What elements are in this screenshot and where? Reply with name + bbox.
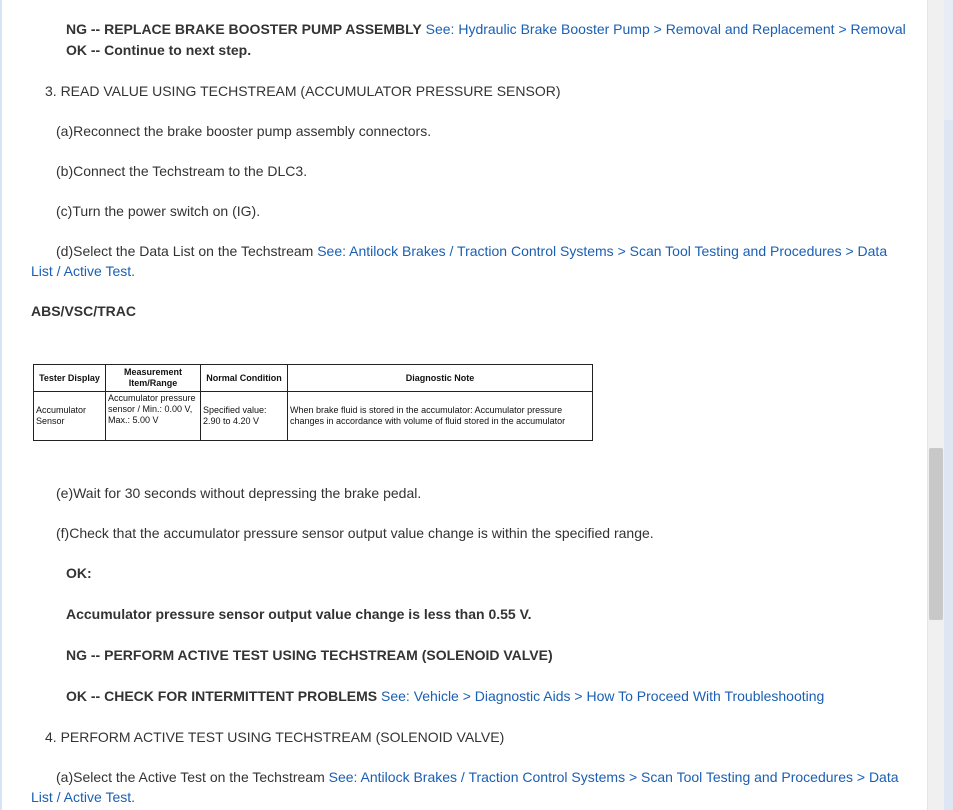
header-measurement-item: Measurement Item/Range	[106, 365, 201, 392]
data-list-table	[33, 364, 593, 441]
ok-label: OK:	[66, 565, 92, 581]
ng-active-test-text: NG -- PERFORM ACTIVE TEST USING TECHSTREAM (SOLENOID VALVE)	[66, 647, 553, 663]
scrollbar-thumb[interactable]	[929, 448, 943, 620]
table-header-row	[34, 365, 593, 392]
step-3d-text: (d)Select the Data List on the Techstream	[56, 243, 314, 259]
step-3f-text: (f)Check that the accumulator pressure sensor output value change is within the specified range.	[56, 525, 654, 541]
data-list-link[interactable]: See: Antilock Brakes / Traction Control Systems > Scan Tool Testing and Procedures > Data	[317, 243, 888, 259]
troubleshooting-link[interactable]: See: Vehicle > Diagnostic Aids > How To Proceed With Troubleshooting	[381, 688, 825, 704]
active-test-link-continued[interactable]: List / Active Test.	[31, 789, 136, 805]
active-test-link[interactable]: See: Antilock Brakes / Traction Control Systems > Scan Tool Testing and Procedures > Data	[328, 769, 899, 785]
ok-intermittent-line	[66, 687, 824, 705]
cell-diagnostic-note: When brake fluid is stored in the accumulator: Accumulator pressure changes in accordance with volume of fluid stored in the accumulator	[288, 392, 593, 441]
header-diagnostic-note: Diagnostic Note	[288, 365, 593, 392]
ok-continue-text: OK -- Continue to next step.	[66, 42, 252, 58]
ok-value-text: Accumulator pressure sensor output value change is less than 0.55 V.	[66, 606, 532, 622]
ng-replace-text: NG -- REPLACE BRAKE BOOSTER PUMP ASSEMBLY	[66, 21, 422, 37]
cell-measurement-item: Accumulator pressure sensor / Min.: 0.00 V, Max.: 5.00 V	[106, 392, 201, 441]
outer-scrollbar-thumb[interactable]	[944, 0, 953, 120]
section-label: ABS/VSC/TRAC	[31, 303, 137, 319]
step-3d-line	[56, 242, 887, 260]
outer-scrollbar[interactable]	[944, 0, 953, 810]
ng-replace-line	[66, 20, 906, 38]
data-list-link-continued[interactable]: List / Active Test.	[31, 263, 136, 279]
left-border	[0, 0, 2, 810]
hydraulic-booster-pump-link[interactable]: See: Hydraulic Brake Booster Pump > Removal and Replacement > Removal	[425, 21, 906, 37]
step-4a-line	[56, 768, 899, 786]
step-3a-text: (a)Reconnect the brake booster pump assembly connectors.	[56, 123, 432, 139]
step-4-heading: 4. PERFORM ACTIVE TEST USING TECHSTREAM (SOLENOID VALVE)	[45, 729, 505, 745]
step-3e-text: (e)Wait for 30 seconds without depressing the brake pedal.	[56, 485, 422, 501]
step-3c-text: (c)Turn the power switch on (IG).	[56, 203, 261, 219]
header-tester-display: Tester Display	[34, 365, 106, 392]
table-row	[34, 392, 593, 441]
cell-tester-display: Accumulator Sensor	[34, 392, 106, 441]
cell-normal-condition: Specified value: 2.90 to 4.20 V	[201, 392, 288, 441]
step-3b-text: (b)Connect the Techstream to the DLC3.	[56, 163, 308, 179]
ok-intermittent-text: OK -- CHECK FOR INTERMITTENT PROBLEMS	[66, 688, 378, 704]
step-3-heading: 3. READ VALUE USING TECHSTREAM (ACCUMULATOR PRESSURE SENSOR)	[45, 83, 561, 99]
step-4a-text: (a)Select the Active Test on the Techstream	[56, 769, 325, 785]
header-normal-condition: Normal Condition	[201, 365, 288, 392]
